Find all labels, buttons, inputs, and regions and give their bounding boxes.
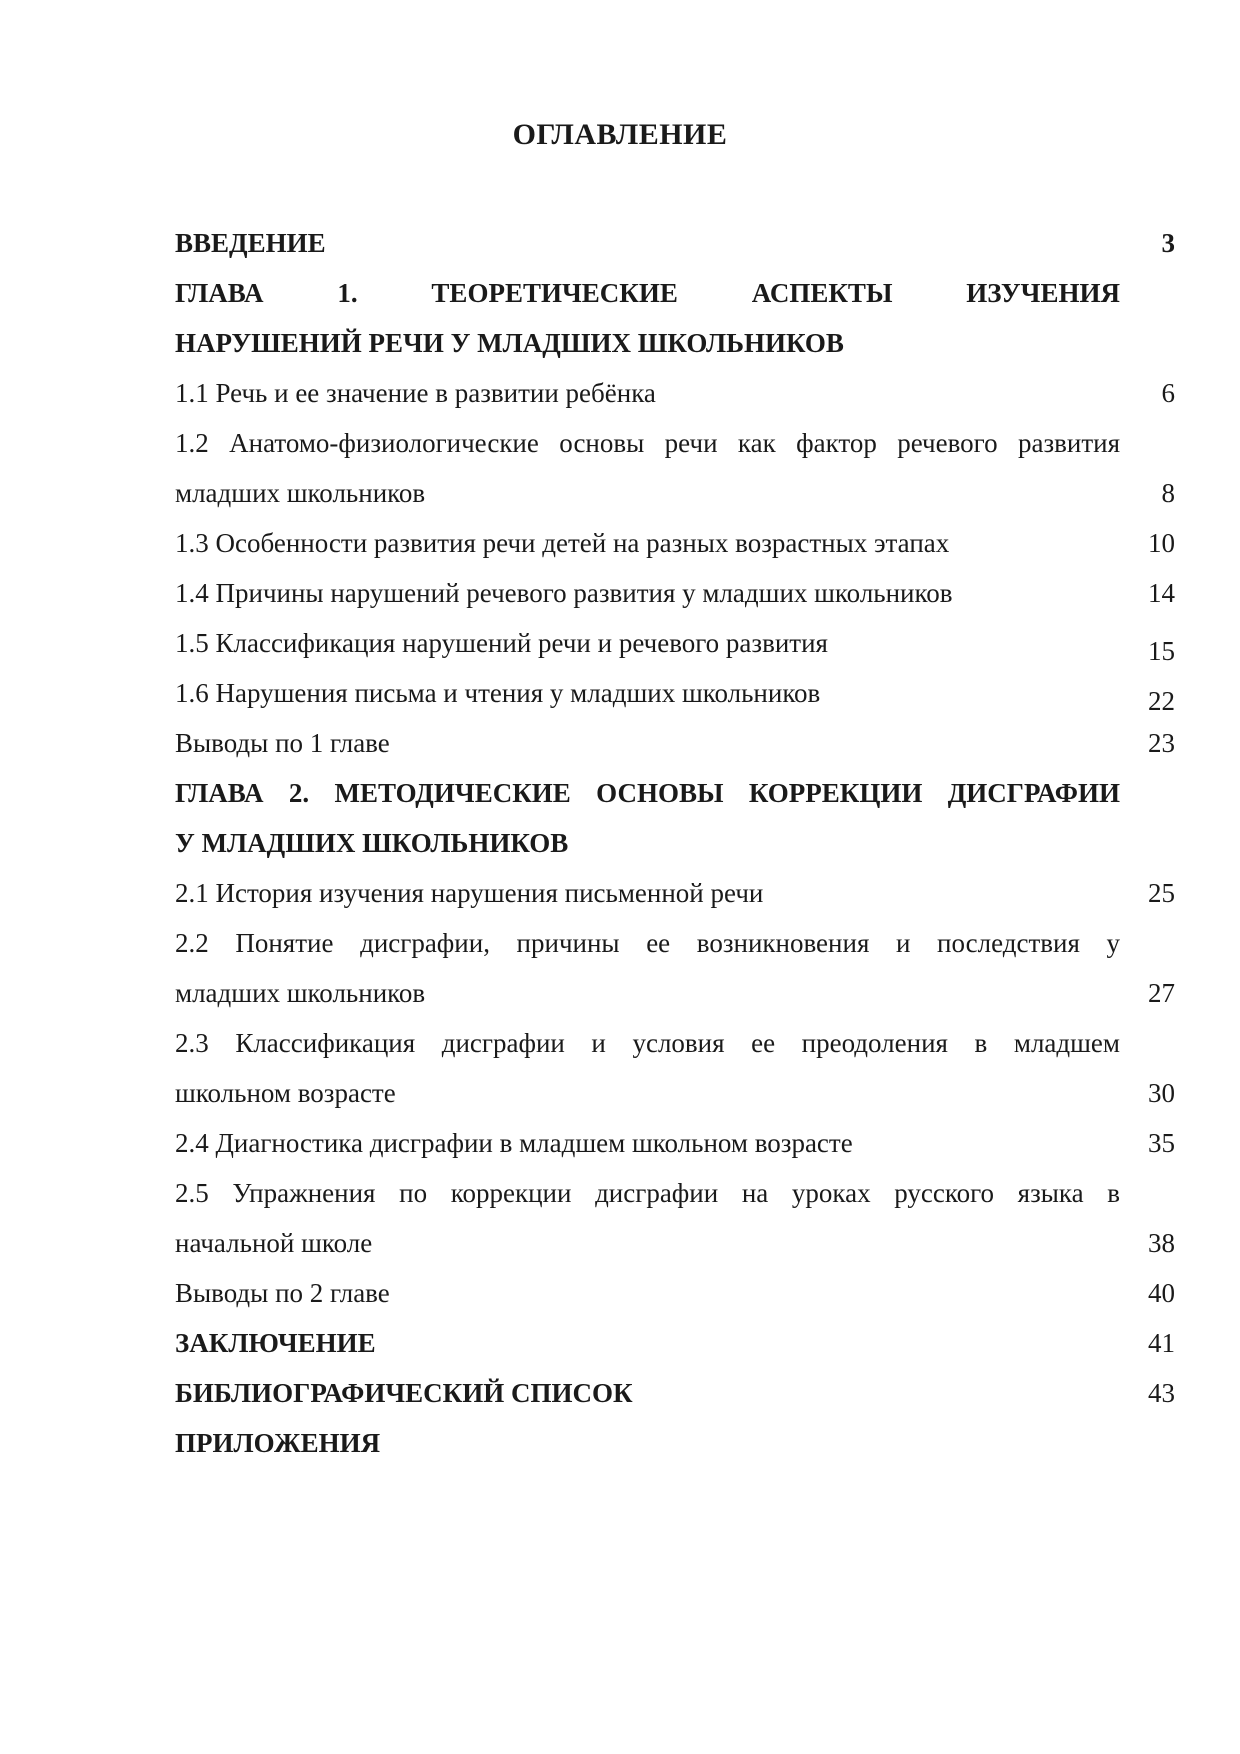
toc-entry-title-line-2: младших школьников xyxy=(175,478,426,508)
toc-entry-page: 8 xyxy=(1161,478,1175,508)
toc-entry-page: 43 xyxy=(1148,1378,1175,1408)
toc-entry-title-line-2: начальной школе xyxy=(175,1228,373,1258)
toc-entry-title: 1.3 Особенности развития речи детей на разных возрастных этапах xyxy=(175,528,950,558)
toc-entry-title-line-2: НАРУШЕНИЙ РЕЧИ У МЛАДШИХ ШКОЛЬНИКОВ xyxy=(175,328,844,358)
toc-entry-title: 2.1 История изучения нарушения письменной речи xyxy=(175,878,764,908)
toc-entry-title: 1.1 Речь и ее значение в развитии ребёнка xyxy=(175,378,656,408)
toc-entry-page: 38 xyxy=(1148,1228,1175,1258)
toc-entry-title: 1.6 Нарушения письма и чтения у младших школьников xyxy=(175,678,821,708)
table-of-contents xyxy=(175,218,1175,1468)
toc-entry-page: 22 xyxy=(1148,686,1175,716)
toc-entry-section-2-1[interactable] xyxy=(175,868,1175,918)
toc-entry-page: 15 xyxy=(1148,636,1175,666)
toc-entry-section-1-4[interactable] xyxy=(175,568,1175,618)
toc-entry-section-2-5[interactable] xyxy=(175,1168,1175,1268)
toc-entry-page: 25 xyxy=(1148,878,1175,908)
toc-entry-section-1-3[interactable] xyxy=(175,518,1175,568)
toc-entry-section-1-2[interactable] xyxy=(175,418,1175,518)
toc-entry-title: БИБЛИОГРАФИЧЕСКИЙ СПИСОК xyxy=(175,1378,633,1408)
toc-entry-page: 27 xyxy=(1148,978,1175,1008)
toc-entry-section-1-1[interactable] xyxy=(175,368,1175,418)
toc-entry-appendices[interactable] xyxy=(175,1418,1175,1468)
toc-entry-chapter-1[interactable] xyxy=(175,268,1175,368)
toc-entry-title: ВВЕДЕНИЕ xyxy=(175,228,326,258)
toc-entry-page: 3 xyxy=(1161,228,1175,258)
toc-entry-introduction[interactable] xyxy=(175,218,1175,268)
toc-entry-section-2-4[interactable] xyxy=(175,1118,1175,1168)
toc-entry-conclusions-1[interactable] xyxy=(175,718,1175,768)
toc-entry-title-line-2: младших школьников xyxy=(175,978,426,1008)
page-title: ОГЛАВЛЕНИЕ xyxy=(512,118,728,151)
toc-entry-page: 41 xyxy=(1148,1328,1175,1358)
toc-entry-title-line-2: У МЛАДШИХ ШКОЛЬНИКОВ xyxy=(175,828,569,858)
toc-entry-title-line-1: 2.5 Упражнения по коррекции дисграфии на уроках русского языка в xyxy=(175,1178,1120,1208)
toc-entry-conclusions-2[interactable] xyxy=(175,1268,1175,1318)
toc-entry-title-line-1: ГЛАВА 1. ТЕОРЕТИЧЕСКИЕ АСПЕКТЫ ИЗУЧЕНИЯ xyxy=(175,278,1120,308)
toc-entry-title: 2.4 Диагностика дисграфии в младшем школьном возрасте xyxy=(175,1128,853,1158)
toc-entry-title-line-1: 2.2 Понятие дисграфии, причины ее возникновения и последствия у xyxy=(175,928,1120,958)
toc-entry-title: ПРИЛОЖЕНИЯ xyxy=(175,1428,381,1458)
toc-entry-conclusion[interactable] xyxy=(175,1318,1175,1368)
toc-entry-title-line-1: ГЛАВА 2. МЕТОДИЧЕСКИЕ ОСНОВЫ КОРРЕКЦИИ ДИСГРАФИИ xyxy=(175,778,1120,808)
toc-entry-page: 23 xyxy=(1148,728,1175,758)
toc-entry-title-line-1: 1.2 Анатомо-физиологические основы речи как фактор речевого развития xyxy=(175,428,1120,458)
toc-entry-section-2-3[interactable] xyxy=(175,1018,1175,1118)
toc-entry-page: 35 xyxy=(1148,1128,1175,1158)
toc-entry-bibliography[interactable] xyxy=(175,1368,1175,1418)
toc-entry-page: 10 xyxy=(1148,528,1175,558)
toc-entry-page: 14 xyxy=(1148,578,1175,608)
toc-entry-title: ЗАКЛЮЧЕНИЕ xyxy=(175,1328,376,1358)
toc-entry-title: 1.5 Классификация нарушений речи и речевого развития xyxy=(175,628,828,658)
toc-entry-chapter-2[interactable] xyxy=(175,768,1175,868)
toc-entry-title: Выводы по 1 главе xyxy=(175,728,390,758)
toc-entry-section-1-6[interactable] xyxy=(175,668,1175,718)
toc-entry-page: 40 xyxy=(1148,1278,1175,1308)
toc-entry-section-2-2[interactable] xyxy=(175,918,1175,1018)
toc-entry-title-line-2: школьном возрасте xyxy=(175,1078,396,1108)
toc-entry-title: Выводы по 2 главе xyxy=(175,1278,390,1308)
toc-entry-title: 1.4 Причины нарушений речевого развития у младших школьников xyxy=(175,578,953,608)
toc-entry-section-1-5[interactable] xyxy=(175,618,1175,668)
toc-entry-page: 30 xyxy=(1148,1078,1175,1108)
toc-entry-page: 6 xyxy=(1161,378,1175,408)
toc-entry-title-line-1: 2.3 Классификация дисграфии и условия ее преодоления в младшем xyxy=(175,1028,1120,1058)
